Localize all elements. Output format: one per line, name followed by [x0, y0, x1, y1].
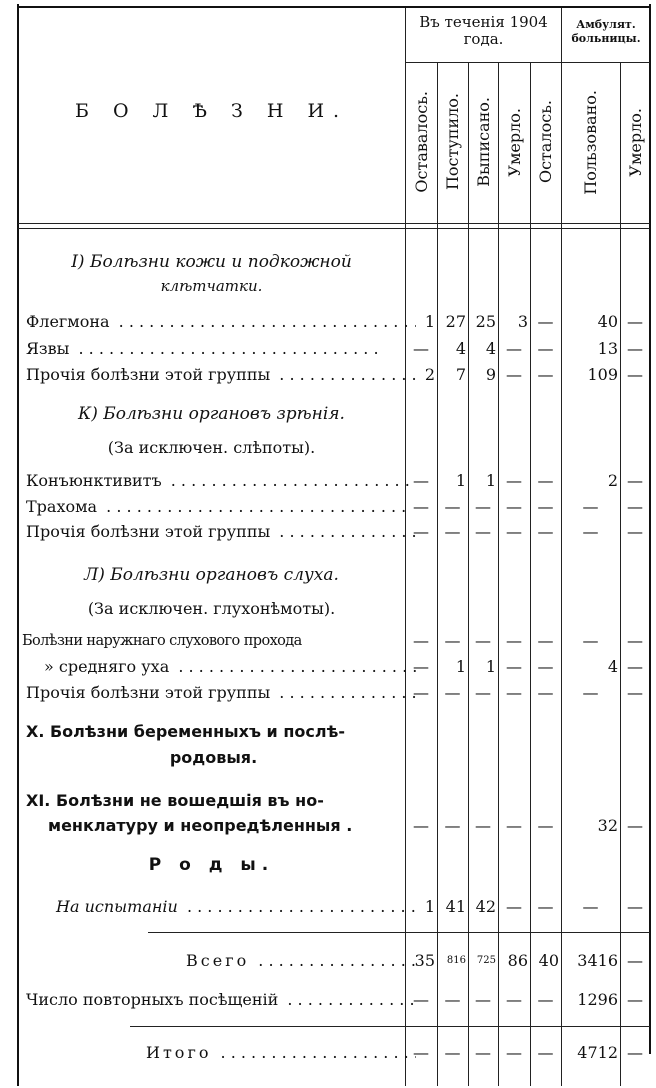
table-cell: —	[537, 497, 554, 516]
table-cell: 40	[597, 312, 618, 331]
table-cell: 40	[538, 951, 559, 970]
col-header-died: Умерло.	[504, 107, 524, 177]
table-cell: 32	[597, 816, 618, 835]
section-heading-skin: I) Болѣзни кожи и подкожной	[71, 252, 352, 272]
table-cell: —	[627, 339, 643, 358]
header-group-ambulatory: Амбулят. больницы.	[571, 18, 641, 45]
row-label: Конъюнктивитъ	[26, 471, 166, 490]
table-cell: —	[475, 522, 491, 541]
total-rule	[130, 1026, 405, 1027]
header-group-1904: Въ теченія 1904 года.	[419, 13, 548, 48]
table-top-border	[17, 6, 651, 8]
table-cell: —	[475, 683, 491, 702]
section-heading-skin-cont: клѣтчатки.	[160, 277, 263, 295]
table-cell: —	[582, 897, 599, 916]
table-cell: 4	[485, 339, 496, 358]
table-cell: 86	[507, 951, 528, 970]
table-cell: 725	[476, 955, 496, 966]
col-header-admitted: Поступило.	[443, 93, 462, 191]
table-cell: 1	[424, 897, 435, 916]
row-label: Число повторныхъ посѣщеній	[26, 990, 282, 1009]
col-header-treated: Пользовано.	[581, 89, 600, 195]
table-cell: —	[506, 522, 522, 541]
row-label: » средняго уха	[26, 657, 173, 676]
table-cell: 1	[485, 471, 496, 490]
table-cell: —	[506, 631, 522, 650]
table-cell: —	[627, 471, 643, 490]
table-cell: —	[582, 522, 599, 541]
row-label: менклатуру и неопредѣленныя .	[48, 816, 356, 835]
total-rule-cells	[405, 1026, 650, 1027]
table-row	[18, 896, 650, 918]
table-cell: 1	[424, 312, 435, 331]
table-cell: 1	[485, 657, 496, 676]
table-cell: —	[627, 365, 643, 384]
table-cell: —	[475, 1043, 491, 1062]
section-note-eyes: (За исключен. слѣпоты).	[107, 438, 316, 457]
table-cell: —	[537, 897, 554, 916]
table-cell: —	[413, 683, 429, 702]
table-cell: 3416	[577, 951, 618, 970]
table-cell: —	[627, 522, 643, 541]
table-cell: —	[627, 990, 643, 1009]
table-cell: 25	[475, 312, 496, 331]
table-cell: —	[413, 657, 429, 676]
table-cell: —	[582, 631, 599, 650]
table-cell: —	[537, 683, 554, 702]
table-cell: 4	[607, 657, 618, 676]
row-label: Всего	[26, 951, 253, 970]
table-cell: 2	[424, 365, 435, 384]
table-cell: —	[537, 990, 554, 1009]
subtotal-rule	[148, 932, 405, 933]
table-cell: —	[444, 522, 461, 541]
table-cell: —	[627, 951, 643, 970]
row-label: Язвы	[26, 339, 73, 358]
row-label: Трахома	[26, 497, 101, 516]
table-cell: 41	[445, 897, 466, 916]
table-cell: —	[413, 522, 429, 541]
table-cell: 109	[587, 365, 618, 384]
subtotal-rule-cells	[405, 932, 650, 933]
table-row	[18, 950, 650, 972]
table-row	[18, 682, 650, 704]
table-cell: 4712	[577, 1043, 618, 1062]
table-cell: —	[506, 365, 522, 384]
section-heading-x-cont: родовыя.	[169, 748, 258, 767]
table-cell: —	[413, 816, 429, 835]
table-cell: —	[537, 816, 554, 835]
table-cell: —	[627, 657, 643, 676]
table-cell: —	[413, 631, 429, 650]
col-header-discharged: Выписано.	[473, 97, 493, 187]
table-cell: 2	[607, 471, 618, 490]
table-cell: 4	[455, 339, 466, 358]
header-double-rule	[18, 223, 650, 229]
table-left-border	[17, 4, 19, 1086]
row-label: Флегмона	[26, 312, 114, 331]
row-label: Прочія болѣзни этой группы	[26, 522, 274, 541]
table-cell: 35	[414, 951, 435, 970]
table-row	[18, 470, 650, 492]
table-cell: —	[537, 522, 554, 541]
section-note-ears: (За исключен. глухонѣмоты).	[87, 599, 336, 618]
table-cell: —	[413, 497, 429, 516]
table-cell: —	[475, 990, 491, 1009]
table-cell: —	[506, 339, 522, 358]
section-heading-x: X. Болѣзни беременныхъ и послѣ-	[26, 722, 345, 741]
column-header-diseases: Б О Л Ѣ З Н И.	[74, 100, 349, 122]
table-cell: —	[444, 1043, 461, 1062]
table-cell: 27	[445, 312, 466, 331]
table-cell: —	[627, 1043, 643, 1062]
table-row	[18, 338, 650, 360]
table-cell: —	[537, 365, 554, 384]
section-heading-eyes: К) Болѣзни органовъ зрѣнія.	[78, 404, 345, 424]
table-cell: —	[582, 497, 599, 516]
table-cell: —	[444, 631, 461, 650]
row-label: Прочія болѣзни этой группы	[26, 683, 274, 702]
table-cell: —	[506, 990, 522, 1009]
table-cell: 816	[446, 955, 466, 966]
table-row	[18, 521, 650, 543]
table-cell: —	[537, 657, 554, 676]
table-cell: —	[506, 1043, 522, 1062]
table-cell: —	[444, 683, 461, 702]
table-cell: —	[537, 1043, 554, 1062]
table-cell: 1	[455, 471, 466, 490]
section-heading-births: Р о д ы.	[148, 855, 275, 875]
table-cell: —	[475, 816, 491, 835]
col-header-remained-end: Осталось.	[536, 100, 555, 184]
table-cell: —	[444, 990, 461, 1009]
table-cell: —	[627, 816, 643, 835]
table-cell: —	[444, 816, 461, 835]
table-cell: —	[475, 497, 491, 516]
table-cell: 3	[517, 312, 528, 331]
table-cell: —	[506, 897, 522, 916]
table-row	[18, 989, 650, 1011]
table-cell: 9	[485, 365, 496, 384]
table-cell: —	[537, 339, 554, 358]
table-cell: —	[537, 631, 554, 650]
table-row	[18, 311, 650, 333]
table-cell: —	[506, 471, 522, 490]
table-row	[18, 496, 650, 518]
table-cell: 7	[455, 365, 466, 384]
table-cell: —	[627, 631, 643, 650]
table-row	[18, 815, 650, 837]
table-cell: —	[444, 497, 461, 516]
table-cell: —	[627, 897, 643, 916]
table-row	[18, 656, 650, 678]
table-cell: —	[506, 657, 522, 676]
table-cell: —	[627, 497, 643, 516]
row-label: На испытаніи	[26, 897, 182, 916]
table-cell: 1	[455, 657, 466, 676]
col-header-remained-start: Оставалось.	[411, 91, 431, 193]
table-cell: —	[475, 631, 491, 650]
table-cell: —	[506, 816, 522, 835]
table-row	[18, 630, 650, 652]
table-cell: —	[627, 312, 643, 331]
table-cell: 42	[475, 897, 496, 916]
table-cell: —	[413, 990, 429, 1009]
row-label: Болѣзни наружнаго слухового прохода	[22, 633, 306, 649]
table-row	[18, 364, 650, 386]
table-cell: —	[413, 471, 429, 490]
col-header-died-ambulatory: Умерло.	[625, 107, 645, 177]
table-cell: —	[413, 339, 429, 358]
table-cell: —	[582, 683, 599, 702]
table-row	[18, 1042, 650, 1064]
table-cell: 1296	[577, 990, 618, 1009]
table-cell: —	[537, 471, 554, 490]
section-heading-xi: XI. Болѣзни не вошедшія въ но-	[26, 791, 324, 810]
table-cell: —	[627, 683, 643, 702]
section-heading-ears: Л) Болѣзни органовъ слуха.	[84, 565, 339, 585]
table-cell: —	[413, 1043, 429, 1062]
row-label: Прочія болѣзни этой группы	[26, 365, 274, 384]
table-cell: —	[506, 497, 522, 516]
table-cell: —	[506, 683, 522, 702]
table-cell: 13	[597, 339, 618, 358]
row-label: Итого	[26, 1043, 215, 1062]
table-cell: —	[537, 312, 554, 331]
